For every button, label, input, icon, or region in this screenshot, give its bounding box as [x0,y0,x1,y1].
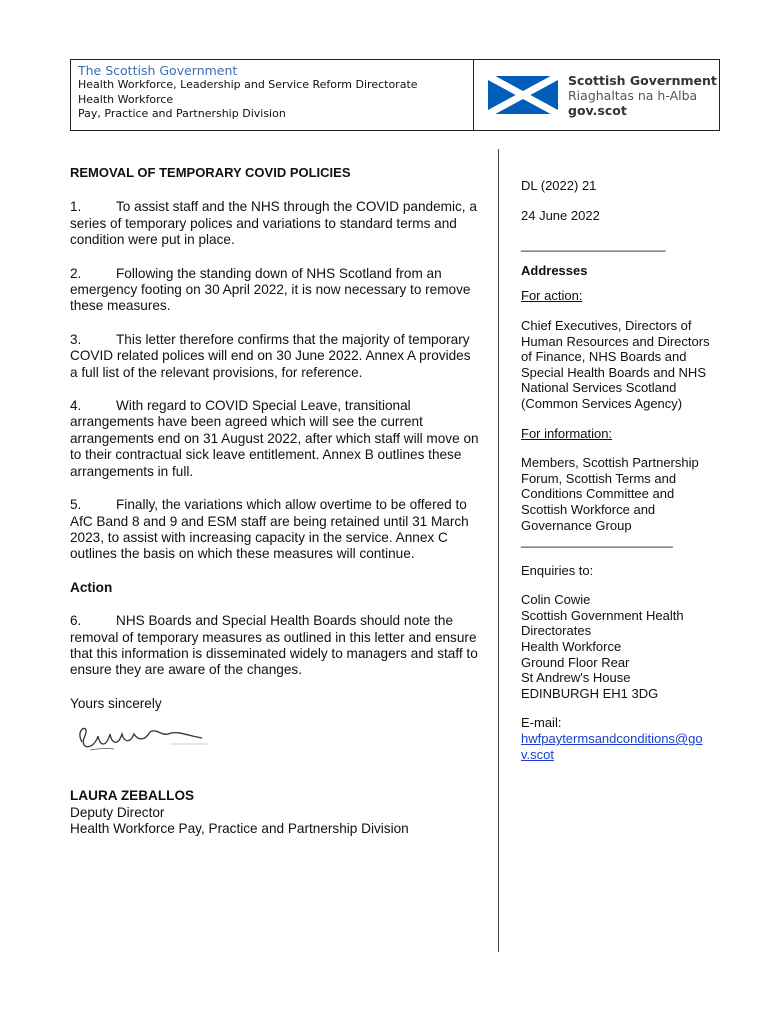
paragraph-1: 1. To assist staff and the NHS through the COVID pandemic, a series of temporary polices and variations to standard terms and condition were put in place. [70,199,477,248]
paragraph-2: 2. Following the standing down of NHS Scotland from an emergency footing on 30 April 2022, it is now necessary to remove these measures. [70,265,471,314]
logo-gaelic: Riaghaltas na h-Alba [568,87,698,103]
contact-city: EDINBURGH EH1 3DG [521,685,659,701]
signature-icon [70,716,210,756]
letterhead-directorate: Health Workforce, Leadership and Service Reform Directorate [78,78,418,91]
letter-body [70,165,480,837]
logo-url: gov.scot [568,102,627,118]
contact-building: St Andrew's House [521,670,631,686]
contact-floor: Ground Floor Rear [521,654,630,670]
signer-dept: Health Workforce Pay, Practice and Partnership Division [70,820,409,836]
paragraph-4: 4. With regard to COVID Special Leave, transitional arrangements have been agreed which will see the current arrangements end on 31 August 2022, after which staff will move on to their contractual sick leave entitlement. Annex B outlines these arrangements in full. [70,398,479,479]
closing: Yours sincerely [70,695,162,711]
divider-rule: ____________________ [521,237,666,253]
contact-unit: Health Workforce [521,639,622,655]
paragraph-5: 5. Finally, the variations which allow overtime to be offered to AfC Band 8 and 9 and ESM staff are being retained until 31 March 2023, to assist with increasing capacity in the service. Annex C outlines the basis on which these measures will continue. [70,497,469,562]
letterhead-unit: Health Workforce [78,92,174,106]
signer-title: Deputy Director [70,804,165,820]
contact-org: Scottish Government Health Directorates [521,607,684,639]
logo-english: Scottish Government [568,72,717,88]
sidebar [521,178,711,762]
for-action-text: Chief Executives, Directors of Human Resources and Directors of Finance, NHS Boards and Special Health Boards and NHS National Services Scotland (Common Services Agency) [521,317,710,411]
letter-title: REMOVAL OF TEMPORARY COVID POLICIES [70,165,351,180]
letterhead [70,59,720,131]
for-info-text: Members, Scottish Partnership Forum, Scottish Terms and Conditions Committee and Scottish Workforce and Governance Group [521,455,699,533]
reference-number: DL (2022) 21 [521,178,597,193]
letterhead-address [71,60,474,130]
letter-date: 24 June 2022 [521,207,600,223]
gov-logo [474,60,719,130]
paragraph-3: 3. This letter therefore confirms that the majority of temporary COVID related polices will end on 30 June 2022. Annex A provides a full list of the relevant provisions, for reference. [70,331,471,380]
enquiries-label: Enquiries to: [521,562,594,578]
column-divider [498,149,499,952]
for-info-label: For information: [521,425,613,441]
signer-name: LAURA ZEBALLOS [70,788,195,804]
email-link[interactable]: hwfpaytermsandconditions@gov.scot [521,731,703,762]
letterhead-division: Pay, Practice and Partnership Division [78,107,286,120]
saltire-flag-icon [488,76,558,114]
for-action-label: For action: [521,288,583,304]
email-label: E-mail: [521,715,562,731]
divider-rule: _____________________ [521,533,673,549]
addresses-heading: Addresses [521,262,588,278]
paragraph-6: 6. NHS Boards and Special Health Boards should note the removal of temporary measures as outlined in this letter and ensure that this information is disseminated widely to managers and staff to ensure they are aware of the changes. [70,613,478,678]
action-heading: Action [70,579,113,595]
email-link-wrap [521,731,711,762]
letterhead-org: The Scottish Government [78,63,238,78]
contact-name: Colin Cowie [521,592,591,608]
